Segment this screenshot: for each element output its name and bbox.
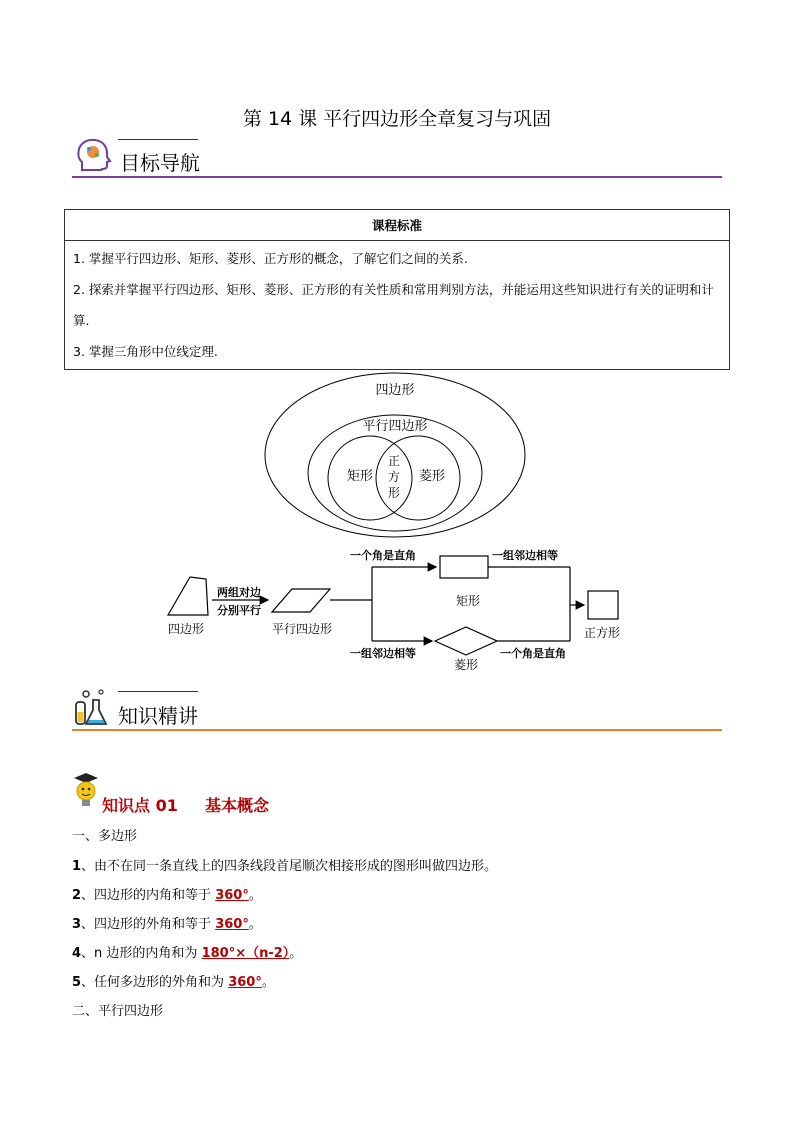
line-text: 。	[261, 975, 275, 990]
standard-item: 3. 掌握三角形中位线定理.	[73, 344, 218, 359]
venn-outer-label: 四边形	[375, 383, 415, 398]
parallelogram-label: 平行四边形	[271, 622, 333, 636]
bottom-left-label: 一组邻边相等	[350, 647, 416, 660]
quad-label: 四边形	[167, 622, 205, 636]
venn-center-char: 正	[387, 454, 401, 468]
section-title-knowledge: 知识精讲	[118, 704, 198, 728]
venn-diagram	[260, 368, 530, 543]
answer: 360°	[215, 917, 249, 932]
content-line	[72, 942, 302, 961]
answer: 360°	[215, 888, 249, 903]
answer: 360°	[228, 975, 262, 990]
page-title: 第 14 课 平行四边形全章复习与巩固	[242, 108, 552, 130]
quad-shape	[168, 577, 208, 615]
bottom-right-label: 一个角是直角	[500, 647, 566, 660]
line-text: 。	[248, 917, 262, 932]
rectangle-label: 矩形	[455, 594, 481, 608]
kp-label: 知识点 01	[102, 796, 178, 815]
standards-header: 课程标准	[65, 210, 730, 241]
content-line	[72, 913, 262, 932]
line-number: 4	[72, 946, 82, 961]
kp-name: 基本概念	[205, 796, 270, 815]
content-line	[72, 971, 275, 990]
venn-right-label: 菱形	[418, 469, 446, 484]
line-text: 。	[248, 888, 262, 903]
arrow1-bottom-label: 分别平行	[217, 604, 261, 617]
line-text: 。	[289, 946, 303, 961]
standard-item: 2. 探索并掌握平行四边形、矩形、菱形、正方形的有关性质和常用判别方法，并能运用这些知识进行有关的证明和计算.	[73, 282, 714, 328]
top-right-label: 一组邻边相等	[492, 549, 558, 562]
head-icon	[74, 136, 112, 174]
line-text: 、由不在同一条直线上的四条线段首尾顺次相接形成的图形叫做四边形。	[81, 859, 498, 874]
line-text: 、四边形的内角和等于	[81, 888, 216, 903]
content-line	[72, 884, 262, 903]
knowledge-point-header	[102, 793, 269, 816]
flask-icon	[72, 688, 112, 728]
venn-center-char: 形	[387, 486, 401, 500]
line-number: 3	[72, 917, 82, 932]
answer: 180°×（n-2）	[201, 946, 290, 961]
flow-diagram	[160, 545, 640, 680]
standards-table	[64, 209, 730, 370]
standard-item: 1. 掌握平行四边形、矩形、菱形、正方形的概念，了解它们之间的关系.	[73, 251, 468, 266]
content-line	[72, 855, 497, 874]
rhombus-label: 菱形	[453, 658, 479, 672]
standards-body	[65, 241, 730, 370]
line-text: 、任何多边形的外角和为	[81, 975, 229, 990]
venn-center-char: 方	[387, 470, 401, 484]
rhombus-shape	[435, 627, 497, 655]
arrow1-top-label: 两组对边	[217, 586, 261, 599]
parallelogram-shape	[272, 589, 330, 612]
heading-parallelogram: 二、平行四边形	[72, 1004, 164, 1019]
line-number: 5	[72, 975, 82, 990]
section-title-goal: 目标导航	[120, 151, 200, 175]
lightbulb-icon	[70, 772, 102, 812]
heading-polygon: 一、多边形	[72, 829, 138, 844]
venn-left-label: 矩形	[346, 469, 374, 484]
venn-middle-label: 平行四边形	[362, 419, 428, 434]
square-label: 正方形	[583, 626, 621, 640]
line-text: 、n 边形的内角和为	[81, 946, 202, 961]
line-text: 、四边形的外角和等于	[81, 917, 216, 932]
square-shape	[588, 591, 618, 619]
line-number: 2	[72, 888, 82, 903]
top-left-label: 一个角是直角	[350, 549, 416, 562]
rectangle-shape	[440, 556, 488, 578]
line-number: 1	[72, 859, 82, 874]
